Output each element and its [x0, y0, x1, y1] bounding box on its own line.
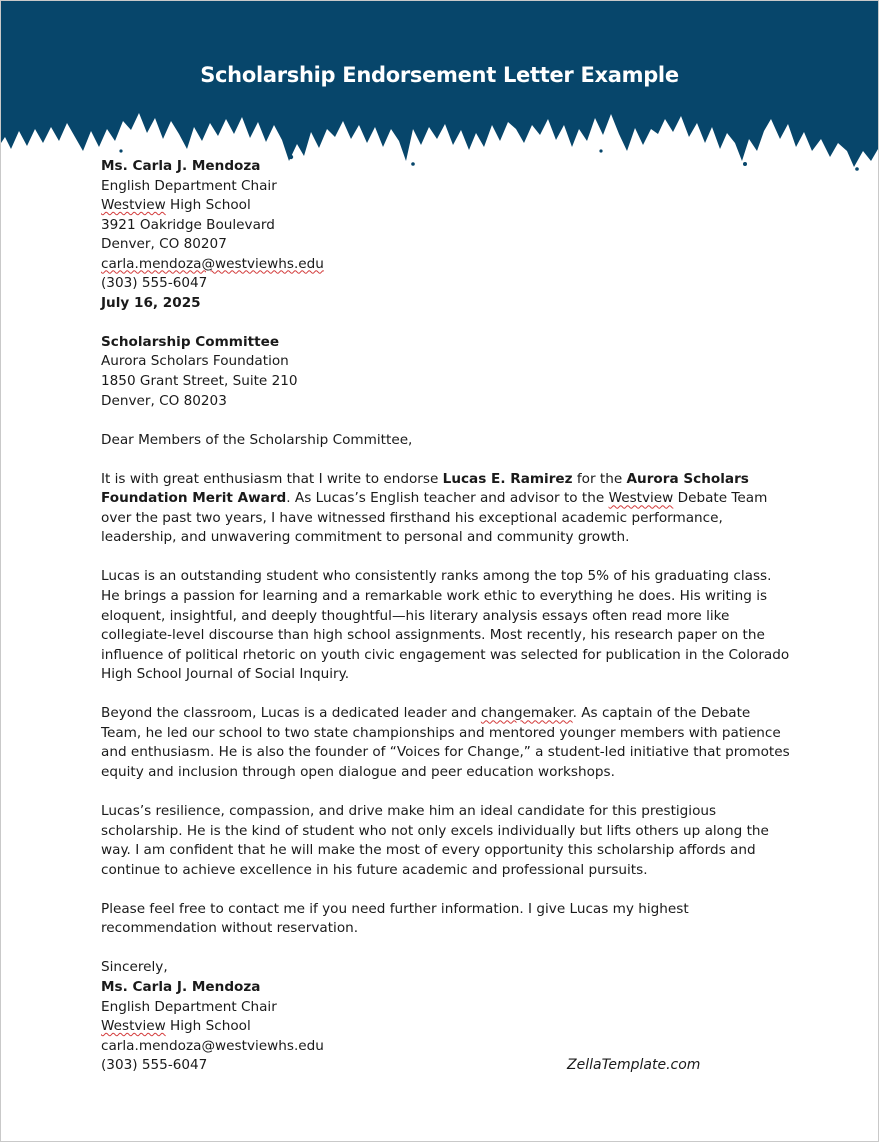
changemaker-word: changemaker	[480, 705, 573, 722]
paragraph-1-text-c: . As Lucas’s English teacher and advisor to the	[286, 490, 609, 507]
brand-watermark: ZellaTemplate.com	[567, 1057, 701, 1073]
closing-school-name: Westview	[101, 1018, 166, 1035]
salutation: Dear Members of the Scholarship Committee,	[101, 431, 413, 448]
recipient-block	[101, 333, 791, 411]
closing-title: English Department Chair	[101, 998, 277, 1015]
closing-school	[101, 1017, 791, 1037]
paragraph-3	[101, 704, 791, 782]
closing-email: carla.mendoza@westviewhs.edu	[101, 1037, 324, 1054]
sender-phone: (303) 555-6047	[101, 275, 208, 292]
sender-block	[101, 157, 791, 313]
sender-name: Ms. Carla J. Mendoza	[101, 158, 261, 174]
banner-shape	[1, 1, 878, 176]
paragraph-2: Lucas is an outstanding student who consistently ranks among the top 5% of his graduating class. He brings a passion for learning and a remarkable work ethic to everything he does. His writing is eloquent, insightful, and deeply thoughtful—his literary analysis essays often read more like collegiate-level discourse than high school assignments. Most recently, his research paper on the influence of political rhetoric on youth civic engagement was selected for publication in the Colorado High School Journal of Social Inquiry.	[101, 568, 790, 683]
sender-school-rest: High School	[165, 197, 251, 214]
award-name: Aurora Scholars Foundation Merit Award	[101, 470, 749, 507]
paragraph-4: Lucas’s resilience, compassion, and drive make him an ideal candidate for this prestigious scholarship. He is the kind of student who not only excels individually but lifts others up along the way. I am confident that he will make the most of every opportunity this scholarship affords and continue to achieve excellence in his future academic and professional pursuits.	[101, 803, 769, 878]
paragraph-1-text-b: for the	[572, 470, 627, 487]
closing-word: Sincerely,	[101, 959, 168, 976]
paragraph-1-text-a: It is with great enthusiasm that I write to endorse	[101, 470, 443, 487]
paragraph-5: Please feel free to contact me if you need further information. I give Lucas my highest recommendation without reservation.	[101, 900, 689, 937]
letter-date: July 16, 2025	[101, 294, 201, 311]
sender-street: 3921 Oakridge Boulevard	[101, 216, 275, 233]
closing-phone: (303) 555-6047	[101, 1057, 208, 1074]
recipient-name: Scholarship Committee	[101, 333, 280, 350]
recipient-street: 1850 Grant Street, Suite 210	[101, 373, 298, 390]
sender-email	[101, 255, 791, 275]
page-title: Scholarship Endorsement Letter Example	[200, 63, 679, 87]
paragraph-3-text-a: Beyond the classroom, Lucas is a dedicated leader and	[101, 705, 481, 722]
letter-body	[101, 157, 791, 1076]
team-name: Westview	[608, 490, 674, 507]
sender-email-text: carla.mendoza@westviewhs.edu	[101, 255, 324, 272]
student-name: Lucas E. Ramirez	[442, 470, 573, 487]
sender-school	[101, 196, 791, 216]
paragraph-3-text-b: . As captain of the Debate Team, he led our school to two state championships and mentored younger members with patience and enthusiasm. He is also the founder of “Voices for Change,” a student-led initiative that promotes equity and inclusion through open dialogue and peer education workshops.	[101, 705, 790, 780]
sender-school-name: Westview	[101, 197, 166, 214]
closing-school-rest: High School	[165, 1018, 251, 1035]
sender-title: English Department Chair	[101, 177, 277, 194]
closing-name: Ms. Carla J. Mendoza	[101, 978, 261, 995]
sender-city: Denver, CO 80207	[101, 236, 227, 253]
recipient-city: Denver, CO 80203	[101, 392, 227, 409]
header-banner	[1, 1, 878, 176]
paragraph-1	[101, 470, 791, 548]
paragraph-1-text-d: Debate Team over the past two years, I have witnessed firsthand his exceptional academic performance, leadership, and unwavering commitment to personal and community growth.	[101, 490, 768, 546]
recipient-org: Aurora Scholars Foundation	[101, 353, 289, 370]
